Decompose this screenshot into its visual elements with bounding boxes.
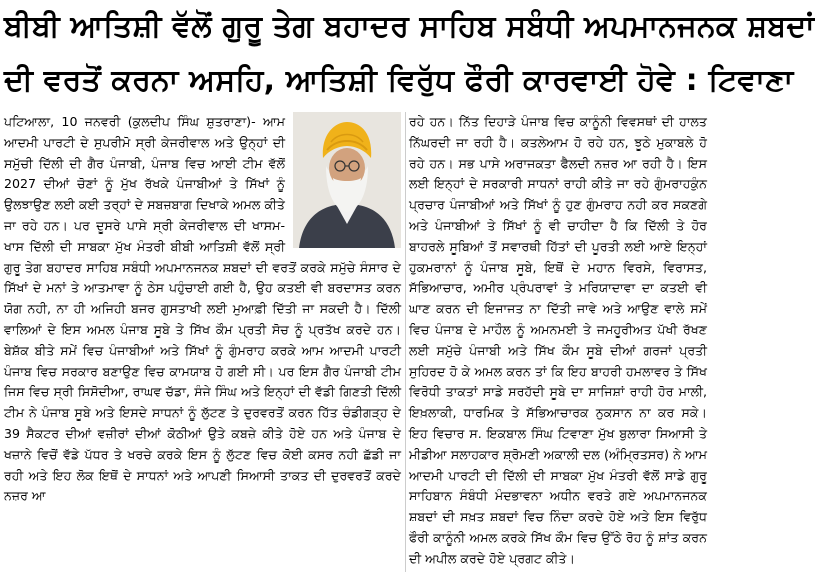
headline-line-1: ਬੀਬੀ ਆਤਿਸ਼ੀ ਵੱਲੋਂ ਗੁਰੂ ਤੇਗ ਬਹਾਦਰ ਸਾਹਿਬ ਸਬੰਧੀ ਅਪਮਾਨਜਨਕ ਸ਼ਬਦਾਂ	[4, 9, 815, 44]
article-column-2	[409, 112, 707, 572]
article-text-column-2: ਰਹੇ ਹਨ। ਨਿੱਤ ਦਿਹਾੜੇ ਪੰਜਾਬ ਵਿਚ ਕਾਨੂੰਨੀ ਵਿਵਸਥਾਂ ਦੀ ਹਾਲਤ ਨਿੱਘਰਦੀ ਜਾ ਰਹੀ ਹੈ। ਕਤਲੇਆਮ ਹੋ ਰਹੇ ਹਨ, ਝੂਠੇ ਮੁਕਾਬਲੇ ਹੋ ਰਹੇ ਹਨ। ਸਭ ਪਾਸੇ ਅਰਾਜਕਤਾ ਫੈਲਦੀ ਨਜ਼ਰ ਆ ਰਹੀ ਹੈ। ਇਸ ਲਈ ਇਨ੍ਹਾਂ ਦੇ ਸਰਕਾਰੀ ਸਾਧਨਾਂ ਰਾਹੀ ਕੀਤੇ ਜਾ ਰਹੇ ਗੁੰਮਰਾਹਕੁੰਨ ਪ੍ਰਚਾਰ ਪੰਜਾਬੀਆਂ ਅਤੇ ਸਿੱਖਾਂ ਨੂੰ ਹੁਣ ਗੁੰਮਰਾਹ ਨਹੀ ਕਰ ਸਕਣਗੇ ਅਤੇ ਪੰਜਾਬੀਆਂ ਤੇ ਸਿੱਖਾਂ ਨੂੰ ਵੀ ਚਾਹੀਦਾ ਹੈ ਕਿ ਦਿੱਲੀ ਤੇ ਹੋਰ ਬਾਹਰਲੇ ਸੂਬਿਆਂ ਤੋਂ ਸਵਾਰਥੀ ਹਿੱਤਾਂ ਦੀ ਪੂਰਤੀ ਲਈ ਆਏ ਇਨ੍ਹਾਂ ਹੁਕਮਰਾਨਾਂ ਨੂੰ ਪੰਜਾਬ ਸੂਬੇ, ਇਥੋਂ ਦੇ ਮਹਾਨ ਵਿਰਸੇ, ਵਿਰਾਸਤ, ਸੱਭਿਆਚਾਰ, ਅਮੀਰ ਪ੍ਰੰਪਰਾਵਾਂ ਤੇ ਮਰਿਯਾਦਾਵਾ ਦਾ ਕਤਈ ਵੀ ਘਾਣ ਕਰਨ ਦੀ ਇਜਾਜਤ ਨਾ ਦਿੱਤੀ ਜਾਵੇ ਅਤੇ ਆਉਣ ਵਾਲੇ ਸਮੇਂ ਵਿਚ ਪੰਜਾਬ ਦੇ ਮਾਹੌਲ ਨੂੰ ਅਮਨਮਈ ਤੇ ਜਮਹੂਰੀਅਤ ਪੱਖੀ ਰੱਖਣ ਲਈ ਸਮੁੱਚੇ ਪੰਜਾਬੀ ਅਤੇ ਸਿੱਖ ਕੌਮ ਸੂਬੇ ਦੀਆਂ ਗਰਜਾਂ ਪ੍ਰਤੀ ਸੁਹਿਰਦ ਹੋ ਕੇ ਅਮਲ ਕਰਨ ਤਾਂ ਕਿ ਇਹ ਬਾਹਰੀ ਹਮਲਾਵਰ ਤੇ ਸਿੱਖ ਵਿਰੋਧੀ ਤਾਕਤਾਂ ਸਾਡੇ ਸਰਹੱਦੀ ਸੂਬੇ ਦਾ ਸਾਜਿਸ਼ਾਂ ਰਾਹੀ ਹੋਰ ਮਾਲੀ, ਇਖ਼ਲਾਕੀ, ਧਾਰਮਿਕ ਤੇ ਸੱਭਿਆਚਾਰਕ ਨੁਕਸਾਨ ਨਾ ਕਰ ਸਕੇ। ਇਹ ਵਿਚਾਰ ਸ. ਇਕਬਾਲ ਸਿੰਘ ਟਿਵਾਣਾ ਮੁੱਖ ਬੁਲਾਰਾ ਸਿਆਸੀ ਤੇ ਮੀਡੀਆ ਸਲਾਹਕਾਰ ਸ਼੍ਰੋਮਣੀ ਅਕਾਲੀ ਦਲ (ਅੰਮ੍ਰਿਤਸਰ) ਨੇ ਆਮ ਆਦਮੀ ਪਾਰਟੀ ਦੀ ਦਿੱਲੀ ਦੀ ਸਾਬਕਾ ਮੁੱਖ ਮੰਤਰੀ ਵੱਲੋਂ ਸਾਡੇ ਗੁਰੂ ਸਾਹਿਬਾਨ ਸੰਬੰਧੀ ਮੰਦਭਾਵਨਾ ਅਧੀਨ ਵਰਤੇ ਗਏ ਅਪਮਾਨਜਨਕ ਸ਼ਬਦਾਂ ਦੀ ਸਖ਼ਤ ਸ਼ਬਦਾਂ ਵਿਚ ਨਿੰਦਾ ਕਰਦੇ ਹੋਏ ਅਤੇ ਇਸ ਵਿਰੁੱਧ ਫੌਰੀ ਕਾਨੂੰਨੀ ਅਮਲ ਕਰਕੇ ਸਿੱਖ ਕੌਮ ਵਿਚ ਉੱਠੇ ਰੋਹ ਨੂੰ ਸ਼ਾਂਤ ਕਰਨ ਦੀ ਅਪੀਲ ਕਰਦੇ ਹੋਏ ਪ੍ਰਗਟ ਕੀਤੇ।	[409, 114, 707, 566]
article-column-1	[4, 112, 401, 572]
article-text-column-1: ਪਟਿਆਲਾ, 10 ਜਨਵਰੀ (ਕੁਲਦੀਪ ਸਿੰਘ ਸ਼ੁਤਰਾਣਾ)- ਆਮ ਆਦਮੀ ਪਾਰਟੀ ਦੇ ਸੁਪਰੀਮੋ ਸ੍ਰੀ ਕੇਜਰੀਵਾਲ ਅਤੇ ਉਨ੍ਹਾਂ ਦੀ ਸਮੁੱਚੀ ਦਿੱਲੀ ਦੀ ਗੈਰ ਪੰਜਾਬੀ, ਪੰਜਾਬ ਵਿਚ ਆਈ ਟੀਮ ਵੱਲੋਂ 2027 ਦੀਆਂ ਚੋਣਾਂ ਨੂੰ ਮੁੱਖ ਰੱਖਕੇ ਪੰਜਾਬੀਆਂ ਤੇ ਸਿੱਖਾਂ ਨੂੰ ਉਲਝਾਉਣ ਲਈ ਕਈ ਤਰ੍ਹਾਂ ਦੇ ਸਬਜ਼ਬਾਗ ਦਿਖਾਕੇ ਅਮਲ ਕੀਤੇ ਜਾ ਰਹੇ ਹਨ। ਪਰ ਦੂਸਰੇ ਪਾਸੇ ਸ੍ਰੀ ਕੇਜਰੀਵਾਲ ਦੀ ਖਾਸਮ-ਖਾਸ ਦਿੱਲੀ ਦੀ ਸਾਬਕਾ ਮੁੱਖ ਮੰਤਰੀ ਬੀਬੀ ਆਤਿਸ਼ੀ ਵੱਲੋਂ ਸ੍ਰੀ ਗੁਰੂ ਤੇਗ ਬਹਾਦਰ ਸਾਹਿਬ ਸਬੰਧੀ ਅਪਮਾਨਜਨਕ ਸ਼ਬਦਾਂ ਦੀ ਵਰਤੋਂ ਕਰਕੇ ਸਮੁੱਚੇ ਸੰਸਾਰ ਦੇ ਸਿੱਖਾਂ ਦੇ ਮਨਾਂ ਤੇ ਆਤਮਾਵਾ ਨੂੰ ਠੇਸ ਪਹੁੰਚਾਈ ਗਈ ਹੈ, ਉਹ ਕਤਈ ਵੀ ਬਰਦਾਸਤ ਕਰਨ ਯੋਗ ਨਹੀ, ਨਾ ਹੀ ਅਜਿਹੀ ਬਜਰ ਗੁਸਤਾਖੀ ਲਈ ਮੁਆਫ਼ੀ ਦਿੱਤੀ ਜਾ ਸਕਦੀ ਹੈ। ਦਿੱਲੀ ਵਾਲਿਆਂ ਦੇ ਇਸ ਅਮਲ ਪੰਜਾਬ ਸੂਬੇ ਤੇ ਸਿੱਖ ਕੌਮ ਪ੍ਰਤੀ ਸੋਚ ਨੂੰ ਪ੍ਰਤੱਖ ਕਰਦੇ ਹਨ। ਬੇਸ਼ੱਕ ਬੀਤੇ ਸਮੇਂ ਵਿਚ ਪੰਜਾਬੀਆਂ ਅਤੇ ਸਿੱਖਾਂ ਨੂੰ ਗੁੰਮਰਾਹ ਕਰਕੇ ਆਮ ਆਦਮੀ ਪਾਰਟੀ ਪੰਜਾਬ ਵਿਚ ਸਰਕਾਰ ਬਣਾਉਣ ਵਿਚ ਕਾਮਯਾਬ ਹੋ ਗਈ ਸੀ। ਪਰ ਇਸ ਗੈਰ ਪੰਜਾਬੀ ਟੀਮ ਜਿਸ ਵਿਚ ਸ੍ਰੀ ਸਿਸੋਦੀਆ, ਰਾਘਵ ਚੱਡਾ, ਸੰਜੇ ਸਿੰਘ ਅਤੇ ਇਨ੍ਹਾਂ ਦੀ ਵੱਡੀ ਗਿਣਤੀ ਦਿੱਲੀ ਟੀਮ ਨੇ ਪੰਜਾਬ ਸੂਬੇ ਅਤੇ ਇਸਦੇ ਸਾਧਨਾਂ ਨੂੰ ਲੁੱਟਣ ਤੇ ਦੁਰਵਰਤੋਂ ਕਰਨ ਹਿੱਤ ਚੰਡੀਗੜ੍ਹ ਦੇ 39 ਸੈਕਟਰ ਦੀਆਂ ਵਜ਼ੀਰਾਂ ਦੀਆਂ ਕੋਠੀਆਂ ਉਤੇ ਕਬਜ਼ੇ ਕੀਤੇ ਹੋਏ ਹਨ ਅਤੇ ਪੰਜਾਬ ਦੇ ਖਜ਼ਾਨੇ ਵਿਚੋਂ ਵੱਡੇ ਪੱਧਰ ਤੇ ਖਰਚੇ ਕਰਕੇ ਇਸ ਨੂੰ ਲੁੱਟਣ ਵਿਚ ਕੋਈ ਕਸਰ ਨਹੀ ਛੱਡੀ ਜਾ ਰਹੀ ਅਤੇ ਇਹ ਲੋਕ ਇਥੋਂ ਦੇ ਸਾਧਨਾਂ ਅਤੇ ਆਪਣੀ ਸਿਆਸੀ ਤਾਕਤ ਦੀ ਦੁਰਵਰਤੋਂ ਕਰਦੇ ਨਜ਼ਰ ਆ	[4, 114, 401, 504]
portrait-photo-icon	[293, 112, 401, 248]
article-body	[0, 112, 711, 575]
headline-line-2: ਦੀ ਵਰਤੋਂ ਕਰਨਾ ਅਸਹਿ, ਆਤਿਸ਼ੀ ਵਿਰੁੱਧ ਫੌਰੀ ਕਾਰਵਾਈ ਹੋਵੇ : ਟਿਵਾਣਾ	[4, 63, 794, 98]
